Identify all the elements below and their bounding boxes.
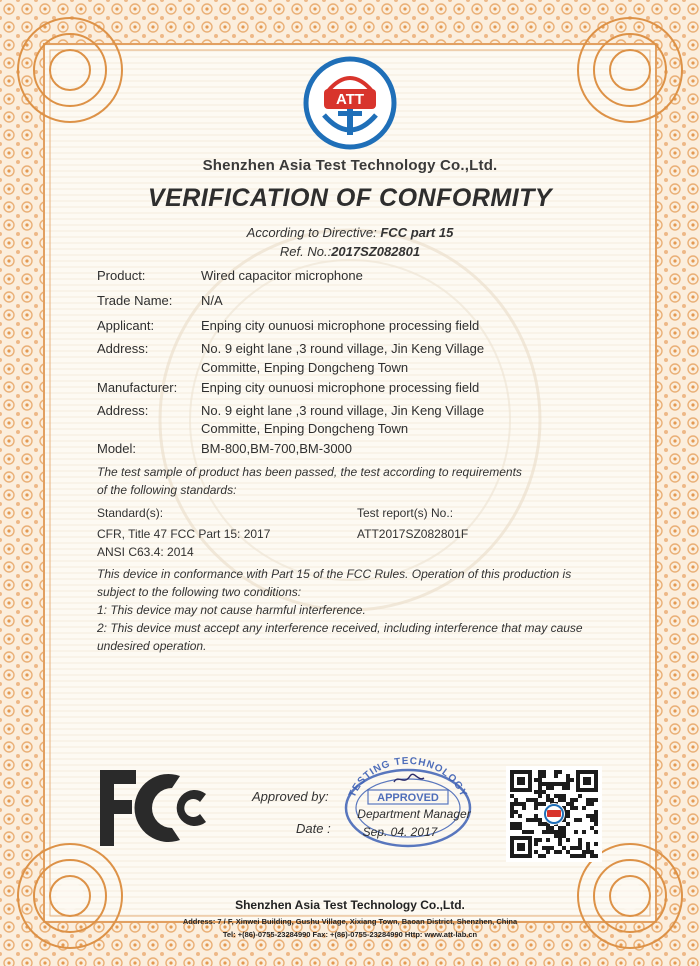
fcc-logo bbox=[96, 766, 214, 850]
qr-code bbox=[506, 766, 602, 862]
conformance-line2: subject to the following two conditions: bbox=[97, 585, 302, 599]
statement-line1: The test sample of product has been passed, the test according to requirements bbox=[97, 465, 522, 479]
statement-line2: of the following standards: bbox=[97, 483, 237, 497]
footer-contact: Tel: +(86)-0755-23284990 Fax: +(86)-0755-23284990 Http: www.att-lab.cn bbox=[222, 930, 478, 939]
applicant-value: Enping city ounuosi microphone processing field bbox=[201, 318, 480, 333]
manufacturer-address-line2: Committe, Enping Dongcheng Town bbox=[201, 421, 409, 436]
directive-value: FCC part 15 bbox=[380, 225, 454, 240]
test-report-value: ATT2017SZ082801F bbox=[357, 527, 469, 541]
manufacturer-label: Manufacturer: bbox=[97, 380, 178, 395]
logo-text: ATT bbox=[335, 91, 365, 108]
date-label: Date : bbox=[296, 821, 331, 836]
directive-prefix: According to Directive: bbox=[246, 225, 377, 240]
trade-name-label: Trade Name: bbox=[97, 293, 173, 308]
applicant-label: Applicant: bbox=[97, 318, 155, 333]
document-title: VERIFICATION OF CONFORMITY bbox=[147, 184, 553, 212]
signature-scribble bbox=[394, 774, 424, 782]
date-value: Sep. 04. 2017 bbox=[362, 825, 438, 839]
approved-by-label: Approved by: bbox=[252, 789, 329, 804]
applicant-address-line1: No. 9 eight lane ,3 round village, Jin Keng Village bbox=[201, 341, 485, 356]
reference-line bbox=[0, 244, 700, 259]
att-logo bbox=[302, 55, 398, 151]
conformance-line1: This device in conformance with Part 15 of the FCC Rules. Operation of this production is bbox=[97, 567, 572, 581]
footer-company-name: Shenzhen Asia Test Technology Co.,Ltd. bbox=[235, 898, 465, 912]
trade-name-value: N/A bbox=[201, 293, 223, 308]
manufacturer-value: Enping city ounuosi microphone processing field bbox=[201, 380, 480, 395]
manufacturer-address-label: Address: bbox=[97, 403, 149, 418]
standard-item: ANSI C63.4: 2014 bbox=[97, 545, 194, 559]
signer-title: Department Manager bbox=[357, 807, 471, 821]
stamp-mid-text: APPROVED bbox=[377, 792, 439, 804]
stamp-top-text: TESTING TECHNOLOGY bbox=[347, 755, 469, 800]
approval-stamp bbox=[338, 752, 478, 848]
applicant-address-label: Address: bbox=[97, 341, 149, 356]
product-value: Wired capacitor microphone bbox=[201, 268, 363, 283]
condition-1: 1: This device may not cause harmful interference. bbox=[97, 603, 366, 617]
model-label: Model: bbox=[97, 441, 137, 456]
reference-value: 2017SZ082801 bbox=[331, 244, 421, 259]
standard-item: CFR, Title 47 FCC Part 15: 2017 bbox=[97, 527, 271, 541]
model-value: BM-800,BM-700,BM-3000 bbox=[201, 441, 353, 456]
condition-2-line1: 2: This device must accept any interference received, including interference that may cause bbox=[97, 621, 583, 635]
footer-address: Address: 7 / F, Xinwei Building, Gushu Village, Xixiang Town, Baoan District, Shenzhen, China bbox=[182, 917, 518, 926]
condition-2-line2: undesired operation. bbox=[97, 639, 207, 653]
reference-prefix: Ref. No.: bbox=[279, 244, 332, 259]
applicant-address-line2: Committe, Enping Dongcheng Town bbox=[201, 360, 409, 375]
test-report-label: Test report(s) No.: bbox=[357, 506, 454, 520]
manufacturer-address-line1: No. 9 eight lane ,3 round village, Jin Keng Village bbox=[201, 403, 485, 418]
product-label: Product: bbox=[97, 268, 146, 283]
standards-label: Standard(s): bbox=[97, 506, 164, 520]
directive-line bbox=[0, 225, 700, 240]
issuer-name: Shenzhen Asia Test Technology Co.,Ltd. bbox=[202, 157, 498, 174]
